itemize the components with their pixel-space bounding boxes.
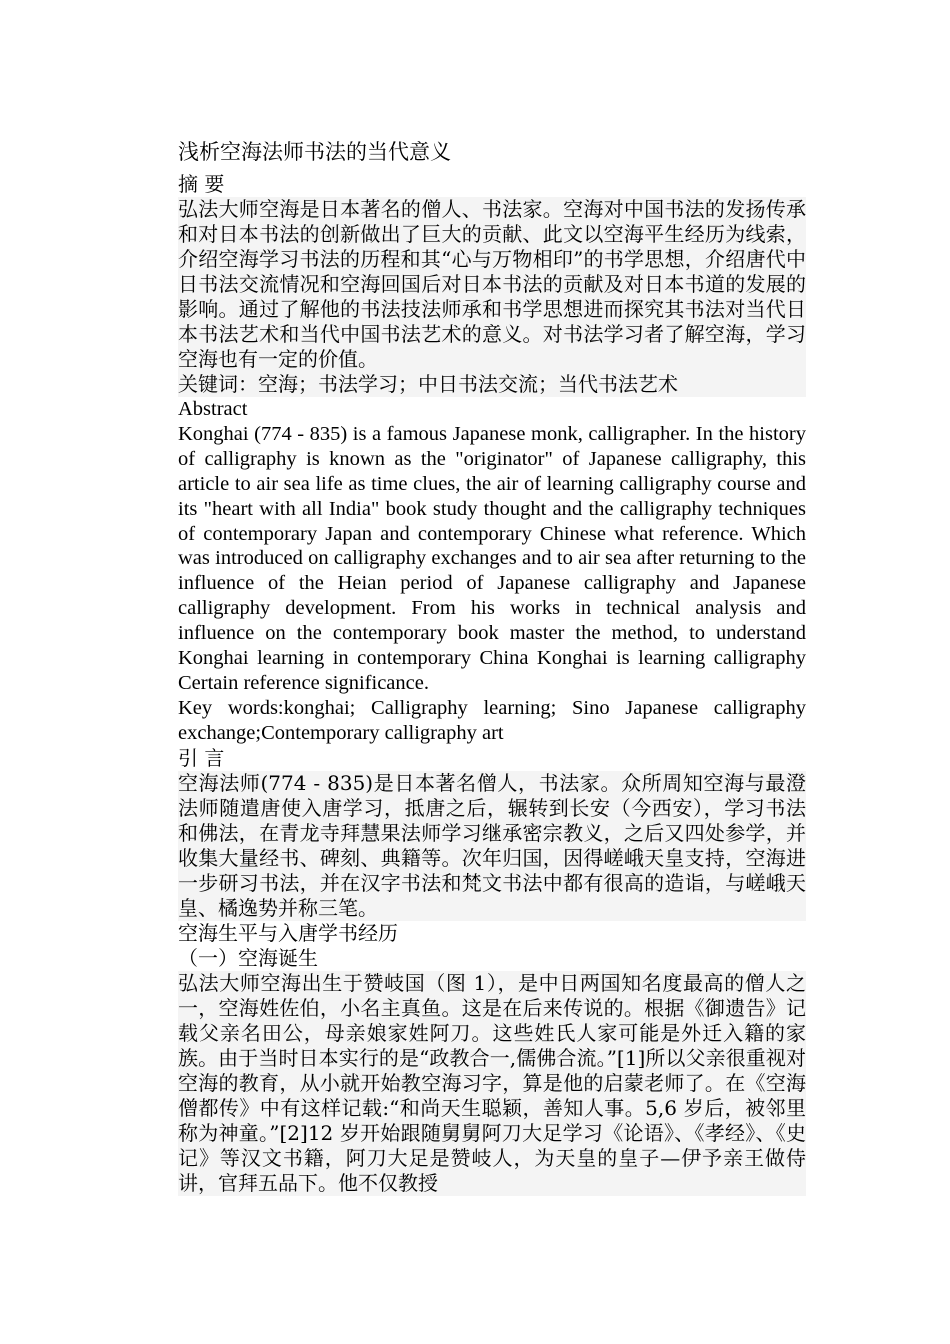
- subsection-heading: （一）空海诞生: [178, 945, 318, 970]
- subsection-paragraph: 弘法大师空海出生于赞岐国（图 1），是中日两国知名度最高的僧人之一，空海姓佐伯，小名主真鱼。这是在后来传说的。根据《御遗告》记载父亲名田公，母亲娘家姓阿刀。这些姓氏人家可能是外迁入籍的家族。由于当时日本实行的是“政教合一,儒佛合流。”[1]所以父亲很重视对空海的教育，从小就开始教空海习字，算是他的启蒙老师了。在《空海僧都传》中有这样记载:“和尚天生聪颖，善知人事。5,6 岁后，被邻里称为神童。”[2]12 岁开始跟随舅舅阿刀大足学习《论语》、《孝经》、《史记》等汉文书籍，阿刀大足是赞岐人，为天皇的皇子—伊予亲王做侍讲，官拜五品下。他不仅教授: [178, 970, 806, 1195]
- abstract-en-paragraph: Konghai (774 - 835) is a famous Japanese monk, calligrapher. In the history of calligraphy is known as the "originator" of Japanese calligraphy, this article to air sea life as time clues, the air of learning calligraphy course and its "heart with all India" book study thought and the calligraphy techniques of contemporary Japan and contemporary Chinese what reference. Which was introduced on calligraphy exchanges and to air sea after returning to the influence of the Heian period of Japanese calligraphy and Japanese calligraphy development. From his works in technical analysis and influence on the contemporary book master the method, to understand Konghai learning in contemporary China Konghai is learning calligraphy Certain reference significance.: [178, 422, 806, 694]
- section-heading: 空海生平与入唐学书经历: [178, 920, 398, 945]
- document-title: 浅析空海法师书法的当代意义: [178, 140, 451, 164]
- document-page: [178, 138, 806, 1196]
- abstract-cn-heading: 摘 要: [178, 172, 225, 196]
- abstract-en-heading: Abstract: [178, 398, 248, 420]
- abstract-cn-paragraph: 弘法大师空海是日本著名的僧人、书法家。空海对中国书法的发扬传承和对日本书法的创新做出了巨大的贡献、此文以空海平生经历为线索，介绍空海学习书法的历程和其“心与万物相印”的书学思想，介绍唐代中日书法交流情况和空海回国后对日本书法的贡献及对日本书道的发展的影响。通过了解他的书法技法师承和书学思想进而探究其书法对当代日本书法艺术和当代中国书法艺术的意义。对书法学习者了解空海，学习空海也有一定的价值。: [178, 197, 806, 371]
- intro-heading: 引 言: [178, 745, 225, 770]
- keywords-cn: 关键词：空海；书法学习；中日书法交流；当代书法艺术: [178, 372, 806, 397]
- intro-paragraph: 空海法师(774 - 835)是日本著名僧人，书法家。众所周知空海与最澄法师随遣唐使入唐学习，抵唐之后，辗转到长安（今西安），学习书法和佛法，在青龙寺拜慧果法师学习继承密宗教义，之后又四处参学，并收集大量经书、碑刻、典籍等。次年归国，因得嵯峨天皇支持，空海进一步研习书法，并在汉字书法和梵文书法中都有很高的造诣，与嵯峨天皇、橘逸势并称三笔。: [178, 770, 806, 920]
- keywords-en: Key words:konghai; Calligraphy learning; Sino Japanese calligraphy exchange;Contemporary calligraphy art: [178, 696, 806, 744]
